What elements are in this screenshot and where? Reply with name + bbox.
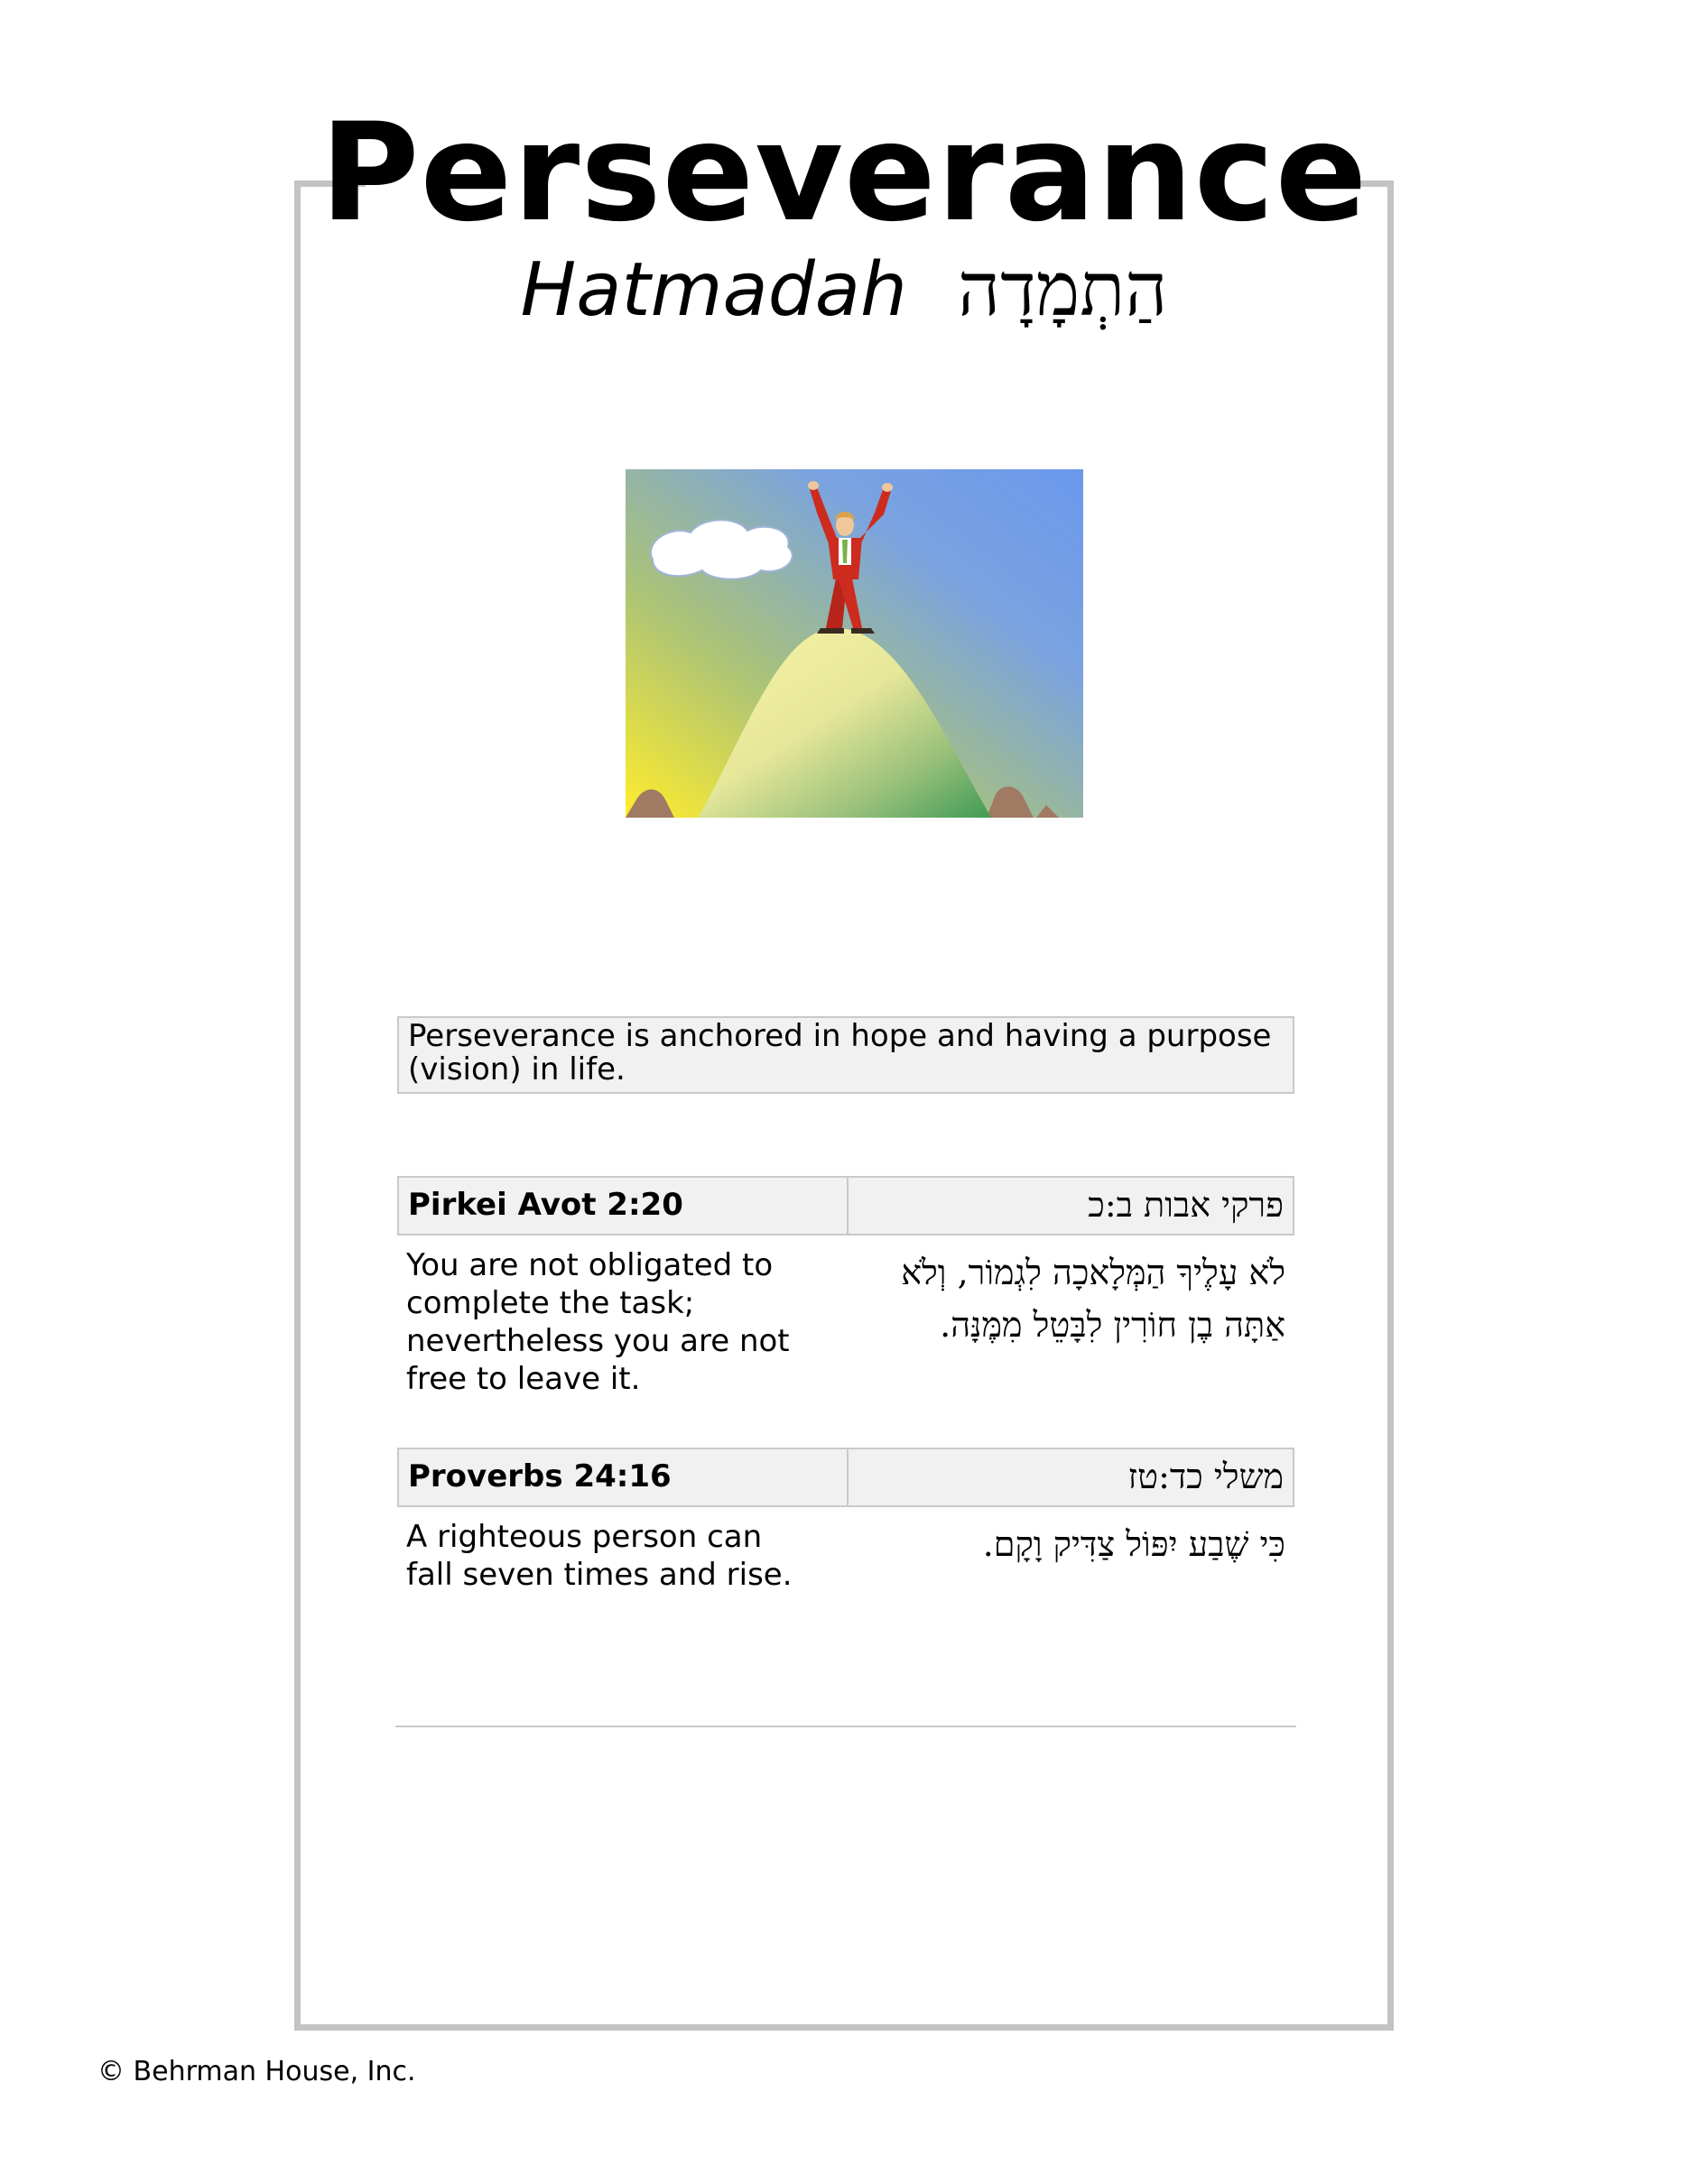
- man-on-mountain-illustration: [626, 469, 1083, 818]
- page-subtitle: [0, 245, 1688, 336]
- hebrew-title: הַתְמָדָה: [958, 247, 1168, 333]
- quote-header: [397, 1176, 1294, 1235]
- statement-box: [397, 1016, 1294, 1094]
- divider-line: [395, 1726, 1296, 1727]
- transliteration: Hatmadah: [520, 247, 908, 333]
- quote-proverbs: [397, 1448, 1294, 1593]
- column-divider: [847, 1178, 849, 1234]
- page-frame: [294, 180, 1394, 2031]
- quote-pirkei-avot: [397, 1176, 1294, 1397]
- source-hebrew: פרקי אבות ב:כ: [1088, 1185, 1284, 1225]
- quote-text-english: You are not obligated to complete the task; nevertheless you are not free to leave it.: [406, 1247, 790, 1397]
- copyright-footer: © Behrman House, Inc.: [97, 2056, 416, 2087]
- source-english: Proverbs 24:16: [408, 1458, 672, 1495]
- column-divider: [847, 1449, 849, 1505]
- statement-text: Perseverance is anchored in hope and having a purpose (vision) in life.: [408, 1018, 1272, 1087]
- quote-text-hebrew: לֹא עָלֶיךָ הַמְּלָאכָה לִגְמוֹר, וְלֹא אַתָּה בֶן חוֹרִין לִבָּטֵל מִמֶּנָּה.: [901, 1253, 1285, 1345]
- source-english: Pirkei Avot 2:20: [408, 1187, 683, 1223]
- quote-header: [397, 1448, 1294, 1507]
- quote-text-english: A righteous person can fall seven times and rise.: [406, 1519, 793, 1593]
- quote-text-hebrew: כִּי שֶׁבַע יִפּוֹל צַדִּיק וָקָם.: [982, 1524, 1285, 1564]
- source-hebrew: משלי כד:טז: [1127, 1457, 1284, 1496]
- page-title: Perseverance: [320, 95, 1368, 252]
